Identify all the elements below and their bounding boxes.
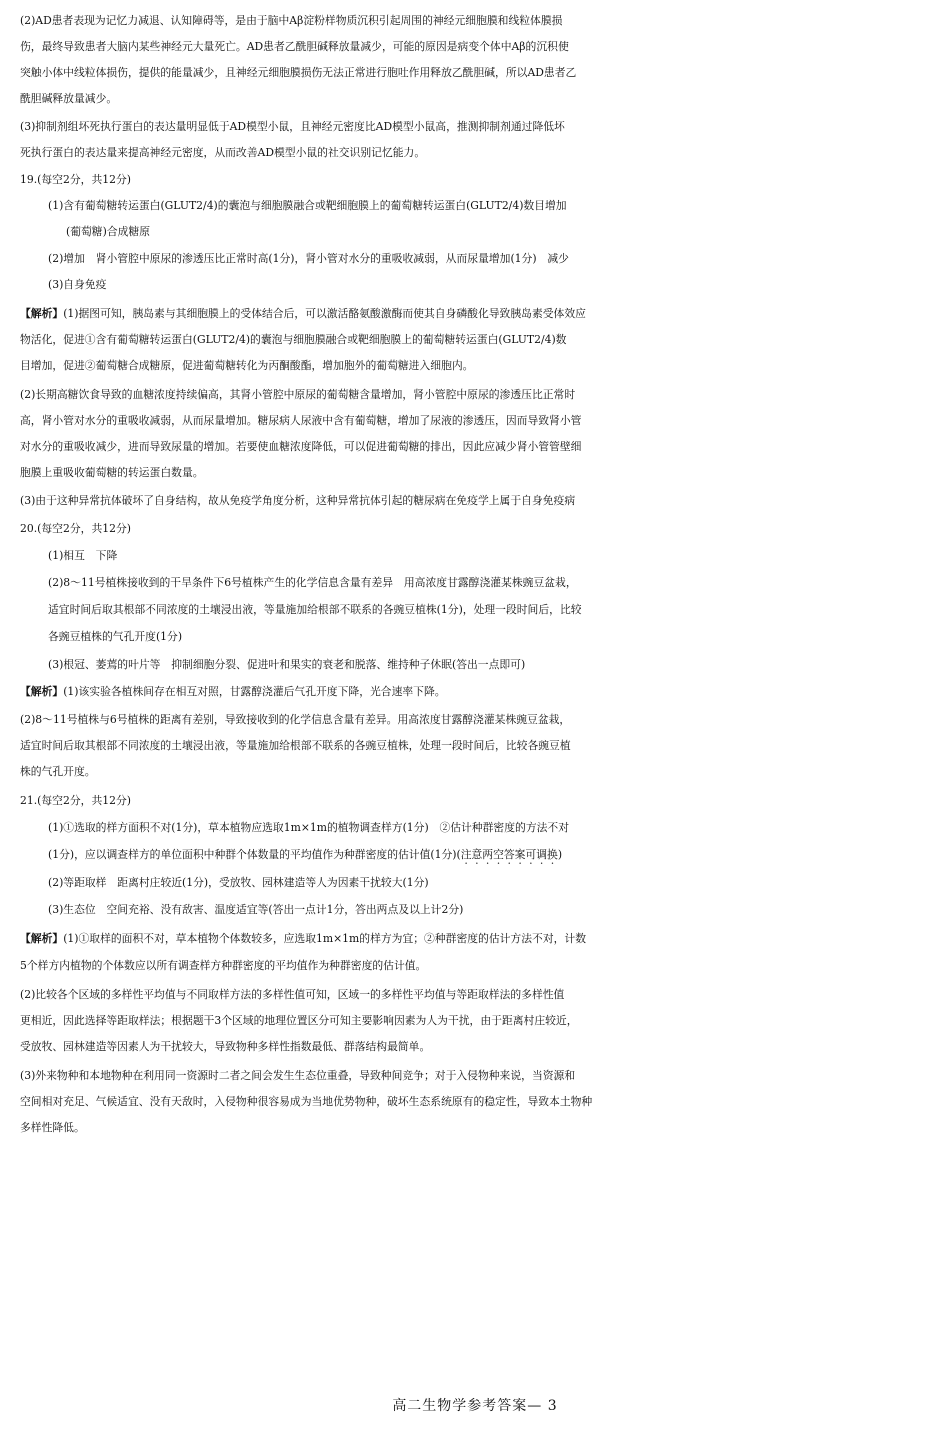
answer-line: (1)含有葡萄糖转运蛋白(GLUT2/4)的囊泡与细胞膜融合或靶细胞膜上的葡萄糖转运蛋白(GLUT2/4)数目增加 (48, 199, 567, 212)
analysis-label: 【解析】 (20, 932, 64, 945)
text-line: 胞膜上重吸收葡萄糖的转运蛋白数量。 (20, 466, 204, 479)
answer-line: (3)生态位 空间充裕、没有敌害、温度适宜等(答出一点计1分，答出两点及以上计2分) (48, 903, 464, 916)
text-line: 伤，最终导致患者大脑内某些神经元大量死亡。AD患者乙酰胆碱释放量减少，可能的原因是病变个体中Aβ的沉积使 (20, 40, 569, 53)
answer-line: (3)自身免疫 (48, 278, 107, 291)
page-footer: 高二生物学参考答案— 3 (392, 1398, 558, 1414)
question-header: 19.(每空2分，共12分) (20, 173, 131, 186)
answer-line: 适宜时间后取其根部不同浓度的土壤浸出液，等量施加给根部不联系的各豌豆植株(1分)，处理一段时间后，比较 (48, 603, 582, 616)
text-line: 受放牧、园林建造等因素人为干扰较大，导致物种多样性指数最低、群落结构最简单。 (20, 1040, 431, 1053)
text-line: (2)AD患者表现为记忆力减退、认知障碍等，是由于脑中Aβ淀粉样物质沉积引起周围的神经元细胞膜和线粒体膜损 (20, 14, 563, 27)
answer-line: (葡萄糖)合成糖原 (66, 225, 151, 238)
text-line: 突触小体中线粒体损伤，提供的能量减少，且神经元细胞膜损伤无法正常进行胞吐作用释放乙酰胆碱，所以AD患者乙 (20, 66, 577, 79)
analysis-line (0, 301, 950, 327)
answer-line: 各豌豆植株的气孔开度(1分) (48, 630, 183, 643)
analysis-line (0, 926, 950, 952)
text-line: 高，肾小管对水分的重吸收减弱，从而尿量增加。糖尿病人尿液中含有葡萄糖，增加了尿液的渗透压，因而导致肾小管 (20, 414, 582, 427)
text-line: (3)抑制剂组坏死执行蛋白的表达量明显低于AD模型小鼠，且神经元密度比AD模型小鼠高，推测抑制剂通过降低坏 (20, 120, 565, 133)
text-line: 适宜时间后取其根部不同浓度的土壤浸出液，等量施加给根部不联系的各豌豆植株，处理一段时间后，比较各豌豆植 (20, 739, 571, 752)
analysis-text: (1)据图可知，胰岛素与其细胞膜上的受体结合后，可以激活酪氨酸激酶而使其自身磷酸化导致胰岛素受体效应 (63, 307, 586, 320)
text-line: 酰胆碱释放量减少。 (20, 92, 118, 105)
text-line: 物活化，促进①含有葡萄糖转运蛋白(GLUT2/4)的囊泡与细胞膜融合或靶细胞膜上的葡萄糖转运蛋白(GLUT2/4)数 (20, 333, 567, 346)
text-line: (2)长期高糖饮食导致的血糖浓度持续偏高，其肾小管腔中原尿的葡萄糖含量增加，肾小管腔中原尿的渗透压比正常时 (20, 388, 576, 401)
answer-line: (2)增加 肾小管腔中原尿的渗透压比正常时高(1分)，肾小管对水分的重吸收减弱，从而尿量增加(1分) 减少 (48, 252, 569, 265)
question-header: 21.(每空2分，共12分) (20, 794, 131, 807)
text-line: (2)8～11号植株与6号植株的距离有差别，导致接收到的化学信息含量有差异。用高浓度甘露醇浇灌某株豌豆盆栽， (20, 713, 571, 726)
answer-line: (3)根冠、萎蔫的叶片等 抑制细胞分裂、促进叶和果实的衰老和脱落、维持种子休眠(答出一点即可) (48, 658, 526, 671)
emphasis-text: 注意两空答案可调换 (460, 848, 558, 861)
text-line: 对水分的重吸收减少，进而导致尿量的增加。若要使血糖浓度降低，可以促进葡萄糖的排出，因此应减少肾小管管壁细 (20, 440, 582, 453)
answer-text: ) (557, 848, 563, 861)
text-line: 多样性降低。 (20, 1121, 85, 1134)
text-line: 更相近，因此选择等距取样法；根据题干3个区域的地理位置区分可知主要影响因素为人为干扰，由于距离村庄较近， (20, 1014, 578, 1027)
text-line: (3)由于这种异常抗体破坏了自身结构，故从免疫学角度分析，这种异常抗体引起的糖尿病在免疫学上属于自身免疫病 (20, 494, 576, 507)
text-line: 目增加，促进②葡萄糖合成糖原，促进葡萄糖转化为丙酮酸酯，增加胞外的葡萄糖进入细胞内。 (20, 359, 474, 372)
answer-line: (1)①选取的样方面积不对(1分)，草本植物应选取1m×1m的植物调查样方(1分) ②估计种群密度的方法不对 (48, 821, 570, 834)
answer-line: (2)等距取样 距离村庄较近(1分)，受放牧、园林建造等人为因素干扰较大(1分) (48, 876, 429, 889)
text-line: (2)比较各个区域的多样性平均值与不同取样方法的多样性值可知，区域一的多样性平均值与等距取样法的多样性值 (20, 988, 565, 1001)
text-line: 空间相对充足、气候适宜、没有天敌时，入侵物种很容易成为当地优势物种，破坏生态系统原有的稳定性，导致本土物种 (20, 1095, 593, 1108)
answer-line (0, 842, 950, 868)
text-line: (3)外来物种和本地物种在利用同一资源时二者之间会发生生态位重叠，导致种间竞争；对于入侵物种来说，当资源和 (20, 1069, 576, 1082)
question-header: 20.(每空2分，共12分) (20, 522, 131, 535)
answer-text: (1分)，应以调查样方的单位面积中种群个体数量的平均值作为种群密度的估计值(1分)( (48, 848, 461, 861)
text-line: 株的气孔开度。 (20, 765, 96, 778)
answer-line: (1)相互 下降 (48, 549, 118, 562)
text-line: 5个样方内植物的个体数应以所有调查样方种群密度的平均值作为种群密度的估计值。 (20, 959, 427, 972)
analysis-text: (1)①取样的面积不对，草本植物个体数较多，应选取1m×1m的样方为宜；②种群密度的估计方法不对，计数 (63, 932, 587, 945)
analysis-text: (1)该实验各植株间存在相互对照，甘露醇浇灌后气孔开度下降，光合速率下降。 (63, 685, 446, 698)
text-line: 死执行蛋白的表达量来提高神经元密度，从而改善AD模型小鼠的社交识别记忆能力。 (20, 146, 426, 159)
analysis-line (0, 679, 950, 705)
analysis-label: 【解析】 (20, 685, 64, 698)
analysis-label: 【解析】 (20, 307, 64, 320)
answer-line: (2)8～11号植株接收到的干旱条件下6号植株产生的化学信息含量有差异 用高浓度甘露醇浇灌某株豌豆盆栽， (48, 576, 577, 589)
